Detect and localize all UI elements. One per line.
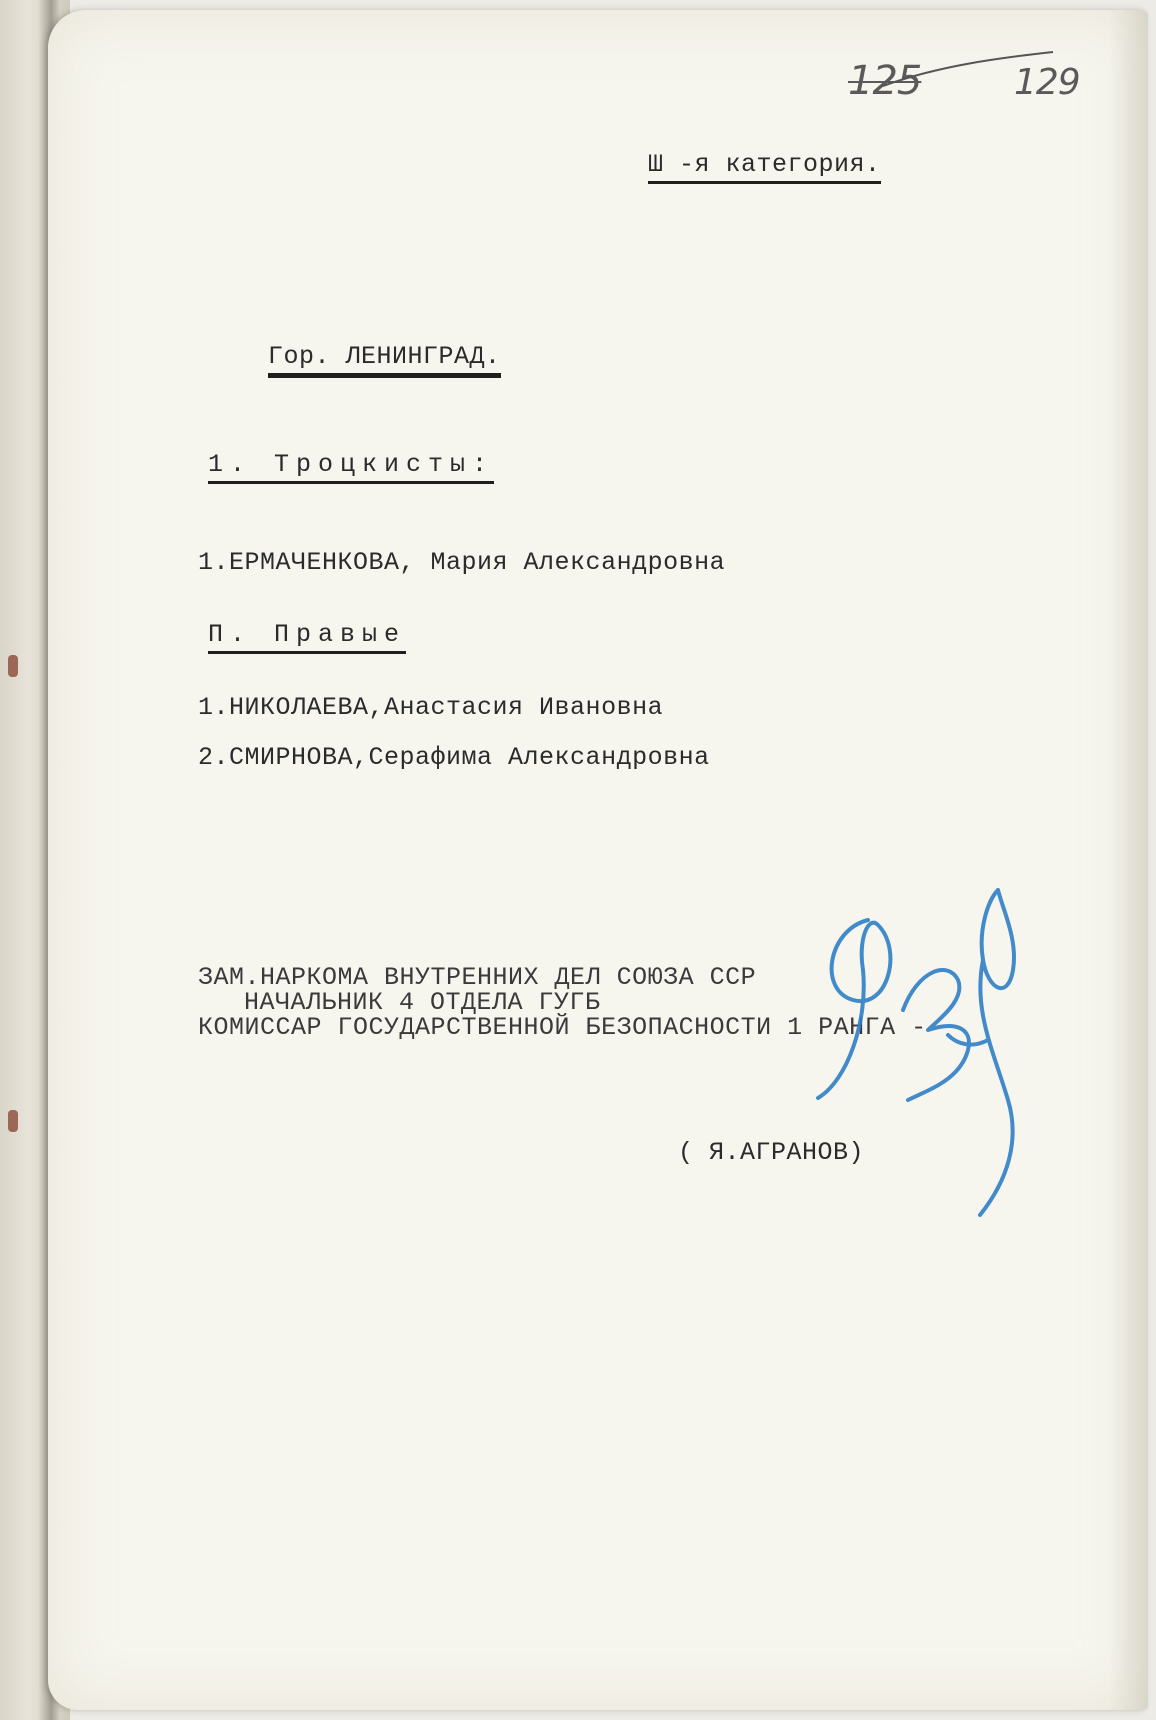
binding-staple — [8, 655, 18, 677]
category-label: Ш -я категория. — [648, 150, 881, 184]
signatory-title-line1: ЗАМ.НАРКОМА ВНУТРЕННИХ ДЕЛ СОЮЗА ССР — [198, 963, 757, 992]
signature-mark — [808, 870, 1108, 1230]
new-page-number: 129 — [1014, 62, 1080, 103]
section-heading-trotskyists: 1. Троцкисты: — [208, 450, 494, 484]
signatory-name: ( Я.АГРАНОВ) — [678, 1138, 865, 1167]
signatory-title-line3: КОМИССАР ГОСУДАРСТВЕННОЙ БЕЗОПАСНОСТИ 1 РАНГА - — [198, 1013, 927, 1042]
pencil-strike-mark — [878, 46, 1058, 96]
list-item: 2.СМИРНОВА,Серафима Александровна — [198, 743, 710, 772]
document-page — [48, 10, 1148, 1710]
old-page-number: 125 — [848, 58, 922, 104]
city-heading: Гор. ЛЕНИНГРАД. — [268, 342, 501, 378]
page-edge-shade — [1108, 10, 1148, 1710]
binding-staple — [8, 1110, 18, 1132]
list-item: 1.НИКОЛАЕВА,Анастасия Ивановна — [198, 693, 664, 722]
section-heading-rightists: П. Правые — [208, 620, 406, 654]
list-item: 1.ЕРМАЧЕНКОВА, Мария Александровна — [198, 548, 726, 577]
signatory-title-line2: НАЧАЛЬНИК 4 ОТДЕЛА ГУГБ — [244, 988, 601, 1017]
